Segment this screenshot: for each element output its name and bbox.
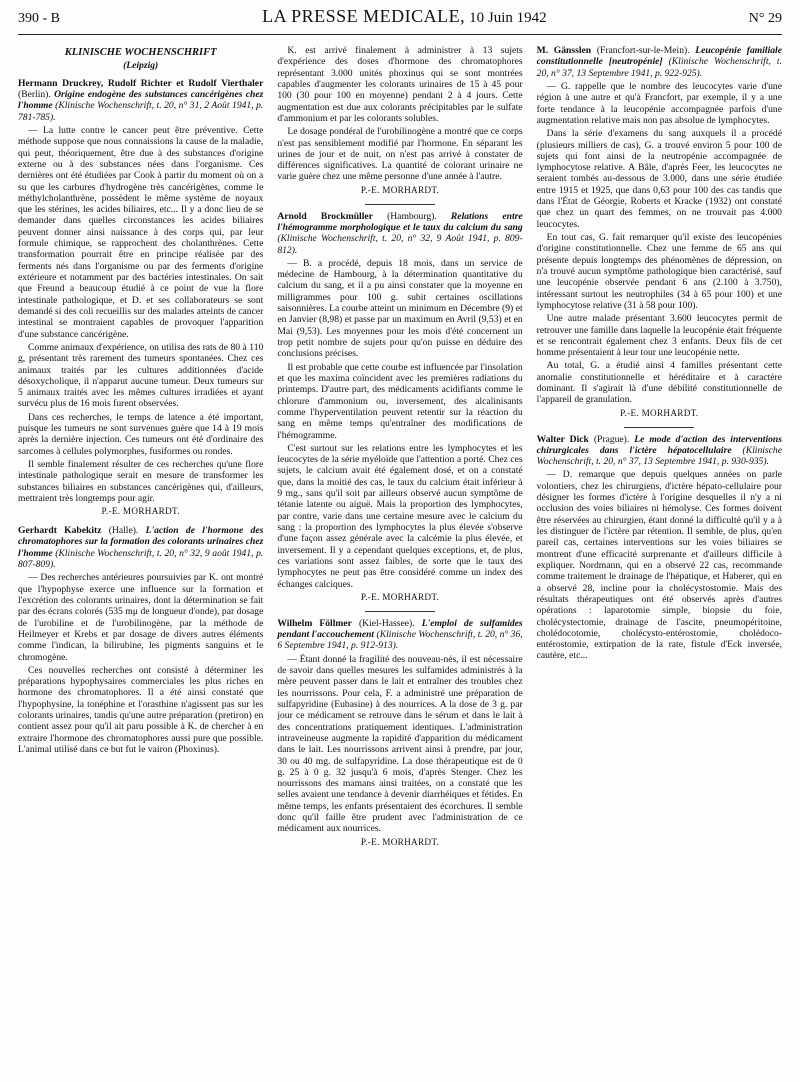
article-paragraph: — La lutte contre le cancer peut être préventive. Cette méthode suppose que nous connaissions la cause de la maladie, qui peut, théoriquement, être due à des substances d'origine externe ou à des substances nées dans l'organisme. Ces dernières ont été étudiées par Cook à partir du moment où on a su que les carbures d'hydrogène très cancérigènes, comme le méthylcholanthrène, possèdent le même système de noyaux que les stérines, les acides biliaires, etc... Il y a donc lieu de se demander dans quelles circonstances les acides biliaires peuvent donner ainsi naissance à des corps qui, par leur formule chimique, se rapprochent des cholanthrènes. Cette transformation pourrait être en principe réalisée par des ferments nés dans l'organisme ou par des ferments d'origine extérieure et notamment par des bactéries intestinales. On sait que Freund a beaucoup étudié à ce point de vue la flore intestinale pathologique, et D. et ses collaborateurs se sont demandé si des coli recueillis sur des malades atteints de cancer intestinal se montraient capables de provoquer l'apparition d'une substance cancérigène. xyxy=(18,124,264,340)
article-follmer xyxy=(277,618,522,848)
article-place: (Berlin). xyxy=(18,89,51,100)
article-source: (Klinische Wochenschrift, t. 20, n° 31, 2 Août 1941, p. 781-785). xyxy=(18,100,264,123)
article-heading xyxy=(18,525,263,570)
article-kabekitz xyxy=(18,525,263,755)
article-title: Leucopénie familiale constitutionnelle [neutropénie] xyxy=(536,45,782,68)
issue-date: 10 Juin 1942 xyxy=(469,10,547,26)
article-paragraph: Il semble finalement résulter de ces recherches qu'une flore intestinale pathologique serait en mesure de transformer les substances biliaires en substances cancérigènes qui, d'ailleurs, mettraient très longtemps pour agir. xyxy=(18,459,264,504)
article-title: Le mode d'action des interventions chirurgicales dans l'ictère hépatocellulaire xyxy=(536,433,782,456)
article-title: L'action de l'hormone des chromatophores sur la formation des colorants urinaires chez l'homme xyxy=(18,525,264,559)
article-heading xyxy=(277,618,522,652)
divider xyxy=(365,611,435,612)
article-author: Gerhardt Kabekitz xyxy=(18,525,102,537)
article-authors: Hermann Druckrey, Rudolf Richter et Rudolf Vierthaler xyxy=(18,77,264,89)
article-paragraph: Dans ces recherches, le temps de latence a été important, puisque les tumeurs ne sont survenues guère que 14 à 19 mois après la dernière injection. Ces tumeurs ont été d'ordinaire des sarcomes à cellules polymorphes, fusiformes ou rondes. xyxy=(18,411,264,457)
section-subtitle: (Leipzig) xyxy=(123,60,159,72)
article-paragraph: Comme animaux d'expérience, on utilisa des rats de 80 à 110 g, présentant très rarement des tumeurs spontanées. Chez ces animaux traités par les cultures additionnées d'acide désoxycholique, il n'apparut aucune tumeur. Deux tumeurs sur 5 animaux traités avec les mêmes cultures irradiées et ayant survécu plus de 16 mois furent observées. xyxy=(18,341,264,410)
article-paragraph: En tout cas, G. fait remarquer qu'il existe des leucopénies d'origine constitutionnelle. Chez une femme de 65 ans qui présente depuis longtemps des phénomènes de dépression, on n'a trouvé aucun symptôme pathologique bien caractérisé, sauf une leucopénie observée pendant 6 ans (2.100 à 3.750), intéressant surtout les neutrophiles (34 à 65 pour 100) et une lymphocytose relative (31 à 58 pour 100). xyxy=(536,232,782,311)
article-source: (Klinische Wochenschrift, t. 20, n° 37, 13 Septembre 1941, p. 930-935). xyxy=(536,444,782,468)
article-paragraph: — D. remarque que depuis quelques années on parle volontiers, chez les chirurgiens, d'ictère hépato-cellulaire pour désigner les formes d'ictère à l'origine desquelles il n'y a ni occlusion des voies biliaires ni hémolyse. Ces formes doivent être réservées au chirurgien, étant donné la difficulté qu'il y a à les distinguer de l'ictère par rétention. Il semble, de plus, qu'en pareil cas, certaines interventions sur les voies biliaires se montrent d'une efficacité surprenante et d'ailleurs difficile à expliquer. Nordmann, qui en a observé 22 cas, recommande comme traitement le drainage de l'hépatique, et Haberer, qui en a observé 28, incline pour la cholécystostomie. Mais des résultats thérapeutiques ont été observés après d'autres opérations : laparotomie simple, biopsie du foie, cholécystectomie, drainage de l'ascite, pneumopéritoine, cholédocotomie, cholécysto-entérostomie, cholédoco-entérostomie, extirpation de la rate, fistule d'Eck inversée, cautère, etc... xyxy=(536,469,782,662)
article-author: Arnold Brockmüller xyxy=(277,210,373,222)
column-1 xyxy=(18,45,263,856)
article-signature: P.-E. MORHARDT. xyxy=(360,591,440,602)
article-heading xyxy=(537,434,782,468)
article-signature: P.-E. MORHARDT. xyxy=(360,184,440,195)
article-heading xyxy=(277,211,522,256)
article-place: (Hambourg). xyxy=(387,210,437,222)
article-source: (Klinische Wochenschrift, t. 20, n° 32, 9 août 1941, p. 807-809). xyxy=(18,547,264,571)
article-heading xyxy=(537,45,782,79)
article-author: Wilhelm Föllmer xyxy=(277,617,352,629)
masthead xyxy=(262,6,547,27)
columns xyxy=(18,45,782,856)
article-paragraph: Au total, G. a étudié ainsi 4 familles présentant cette anomalie constitutionnelle et héréditaire et à caractère dominant. Il s'agirait là d'une débilité constitutionnelle de l'appareil de granulation. xyxy=(536,360,782,406)
article-source: (Klinische Wochenschrift, t. 20, n° 37, 13 Septembre 1941, p. 922-925). xyxy=(536,56,782,79)
article-paragraph: Il est probable que cette courbe est influencée par l'insolation et que les maxima coïncident avec les premières radiations du printemps. D'autre part, des médicaments acidifiants comme le chlorure d'ammonium ou, inversement, des alcalinisants comme l'hyperventilation peuvent retentir sur la réaction du sang en même temps qu'entraîner des modifications de l'hémogramme. xyxy=(277,361,523,441)
article-title: Origine endogène des substances cancérigènes chez l'homme xyxy=(18,89,264,112)
journal-title: LA PRESSE MEDICALE, xyxy=(262,6,466,26)
article-place: (Kiel-Hassee). xyxy=(358,617,415,629)
article-signature: P.-E. MORHARDT. xyxy=(620,407,699,418)
article-place: (Prague). xyxy=(593,433,630,445)
page-number: 390 - B xyxy=(18,11,60,26)
article-place: (Halle). xyxy=(108,525,139,537)
article-dick xyxy=(537,434,782,662)
article-author: Walter Dick xyxy=(536,433,589,445)
issue-number: N° 29 xyxy=(748,11,782,26)
article-signature: P.-E. MORHARDT. xyxy=(101,506,180,517)
article-signature: P.-E. MORHARDT. xyxy=(360,836,440,847)
article-author: M. Gänsslen xyxy=(536,45,592,56)
column-2 xyxy=(277,45,522,856)
article-paragraph: — Étant donné la fragilité des nouveau-nés, il est nécessaire de savoir dans quelles mesures les sulfamides administrés à la mère peuvent passer dans le lait et entraîner des troubles chez les nourrissons. Pour cela, F. a administré une préparation de sulfapyridine (Eubasine) à des nourrices. A la dose de 3 g. par jour ce médicament se retrouve dans le sérum et dans le lait à des concentrations pratiquement identiques. L'administration intraveineuse augmente la rapidité d'apparition du médicament dans le lait. Les nourrissons arrivent ainsi à prendre, par jour, 30 ou 40 mg. de sulfapyridine. La dose thérapeutique est de 0 g. 25 à 0 g. 32 jusqu'à 6 mois, d'après Stenger. Chez les nourrissons des mamans ainsi traitées, on a constaté que les selles avaient une tendance à devenir diarrhéiques et fétides. En même temps, les enfants présentaient des écorchures. Il semble donc qu'il faille être prudent avec l'administration de ce médicament aux nourrices. xyxy=(277,653,523,835)
article-brockmuller xyxy=(277,211,522,603)
article-paragraph: — B. a procédé, depuis 18 mois, dans un service de médecine de Hambourg, à la détermination quantitative du calcium du sang, et il a pu ainsi constater que la moyenne en milligrammes pour 100 g. subit certaines oscillations saisonnières. La courbe atteint un minimum en Décembre (9) et en Janvier (8,98) et passe par un maximum en Avril (9,53) et en Mai (9,53). Les moyennes pour les mois d'été concernent un trop petit nombre de sujets pour qu'on puisse en déduire des conclusions précises. xyxy=(277,257,523,360)
divider xyxy=(624,427,694,428)
article-title: L'emploi de sulfamides pendant l'accouchement xyxy=(277,617,523,641)
divider xyxy=(365,204,435,205)
section-title: KLINISCHE WOCHENSCHRIFT xyxy=(64,47,217,58)
article-place: (Francfort-sur-le-Mein). xyxy=(596,45,690,56)
article-paragraph: Le dosage pondéral de l'urobilinogène a montré que ce corps n'est pas sensiblement modifié par l'hormone. En séparant les urines de jour et de nuit, on n'est pas arrivé à constater de différences significatives. La quantité de colorant urinaire ne varie guère chez une même personne d'une année à l'autre. xyxy=(277,126,523,183)
article-druckrey xyxy=(18,78,263,517)
article-paragraph: Une autre malade présentant 3.600 leucocytes permit de retrouver une famille dans laquelle la leucopénie était fréquente et se rencontrait également chez 3 enfants. Deux fils de cet homme présentaient à leur tour une leucopénie nette. xyxy=(536,313,782,359)
article-paragraph: Dans la série d'examens du sang auxquels il a procédé (plusieurs milliers de cas), G. a trouvé environ 5 pour 100 de sujets qui font ainsi de la neutropénie accompagnée de lymphocytose relative. A Bâle, d'après Feer, les leucocytes ne seraient tombés au-dessous de 3.000, dans une série étudiée entre 1915 et 1925, que dans 0,63 pour 100 des cas tandis que dans l'État de Géorgie, Roberts et Kracke (1932) ont constaté que chez un quart des femmes, on ne trouvait pas 4.000 leucocytes. xyxy=(536,128,782,230)
article-ganssien xyxy=(537,45,782,419)
article-paragraph: — Des recherches antérieures poursuivies par K. ont montré que l'hypophyse exerce une influence sur la formation et l'excrétion des colorants urinaires, dont la détermination se fait par des écrans colorés (535 mμ de longueur d'onde), par dosage de l'urobiline et de l'urobilinogène, par la méthode de Heilmeyer et Krebs et par dosage de divers autres éléments comme l'indican, la bilirubine, les pigments sanguins et le chromogène. xyxy=(18,572,264,663)
page-header xyxy=(18,6,782,35)
article-kabekitz-continued xyxy=(277,45,522,196)
article-title: Relations entre l'hémogramme morphologique et le taux du calcium du sang xyxy=(277,210,523,233)
article-paragraph: C'est surtout sur les relations entre les lymphocytes et les leucocytes de la série myéloïde que l'attention a porté. Chez ces sujets, le calcium avait été également dosé, et on a constaté que, dans la moitié des cas, le taux du calcium était inférieur à 9 mg., sans qu'il soit par ailleurs observé aucun symptôme de tétanie latente ou aiguë. Mais la proportion des lymphocytes, par contre, varie dans une certaine mesure avec le calcium du sang : la proportion des lymphocytes la plus élevée s'observe d'une façon assez générale avec la calcémie la plus élevée, et inversement. Il y a cependant quelques exceptions, et, de plus, ces variations sont assez faibles, de sorte que le taux des lymphocytes ne peut pas être considéré comme un index des échanges calciques. xyxy=(277,442,523,590)
article-paragraph: — G. rappelle que le nombre des leucocytes varie d'une région à une autre et qu'à Francfort, par exemple, il y a une forte tendance à la leucopénie accompagnée parfois d'une augmentation relative mais non pas absolue de lymphocytes. xyxy=(536,80,782,126)
article-source: (Klinische Wochenschrift, t. 20, n° 32, 9 Août 1941, p. 809-812). xyxy=(277,233,523,256)
article-paragraph: K. est arrivé finalement à administrer à 13 sujets d'expérience des doses d'hormone des chromatophores représentant 3.000 unités phoxinus qui se sont montrées capables d'augmenter les colorants urinaires de 15 à 45 pour 100 (30 pour 100 en moyenne) pendant 2 à 4 jours. Cette augmentation est due aux colorants précipitables par le sulfate d'ammonium et par les colorants solubles. xyxy=(277,45,523,124)
article-heading xyxy=(18,78,263,123)
article-source: (Klinische Wochenschrift, t. 20, n° 36, 6 Septembre 1941, p. 912-913). xyxy=(277,629,523,652)
column-3 xyxy=(537,45,782,856)
article-paragraph: Ces nouvelles recherches ont consisté à déterminer les préparations hypophysaires commerciales les plus riches en hormone des chromatophores. Il a été ainsi constaté que l'hypophysine, la tonéphine et l'orasthine n'agissent pas sur les colorants urinaires, tandis qu'une autre préparation (pretiron) en contient assez pour qu'il ait paru possible à K. de chercher à en extraire l'hormone des chromatophores aussi pure que possible. L'animal utilisé dans ce but fut le vairon (Phoxinus). xyxy=(18,664,264,756)
